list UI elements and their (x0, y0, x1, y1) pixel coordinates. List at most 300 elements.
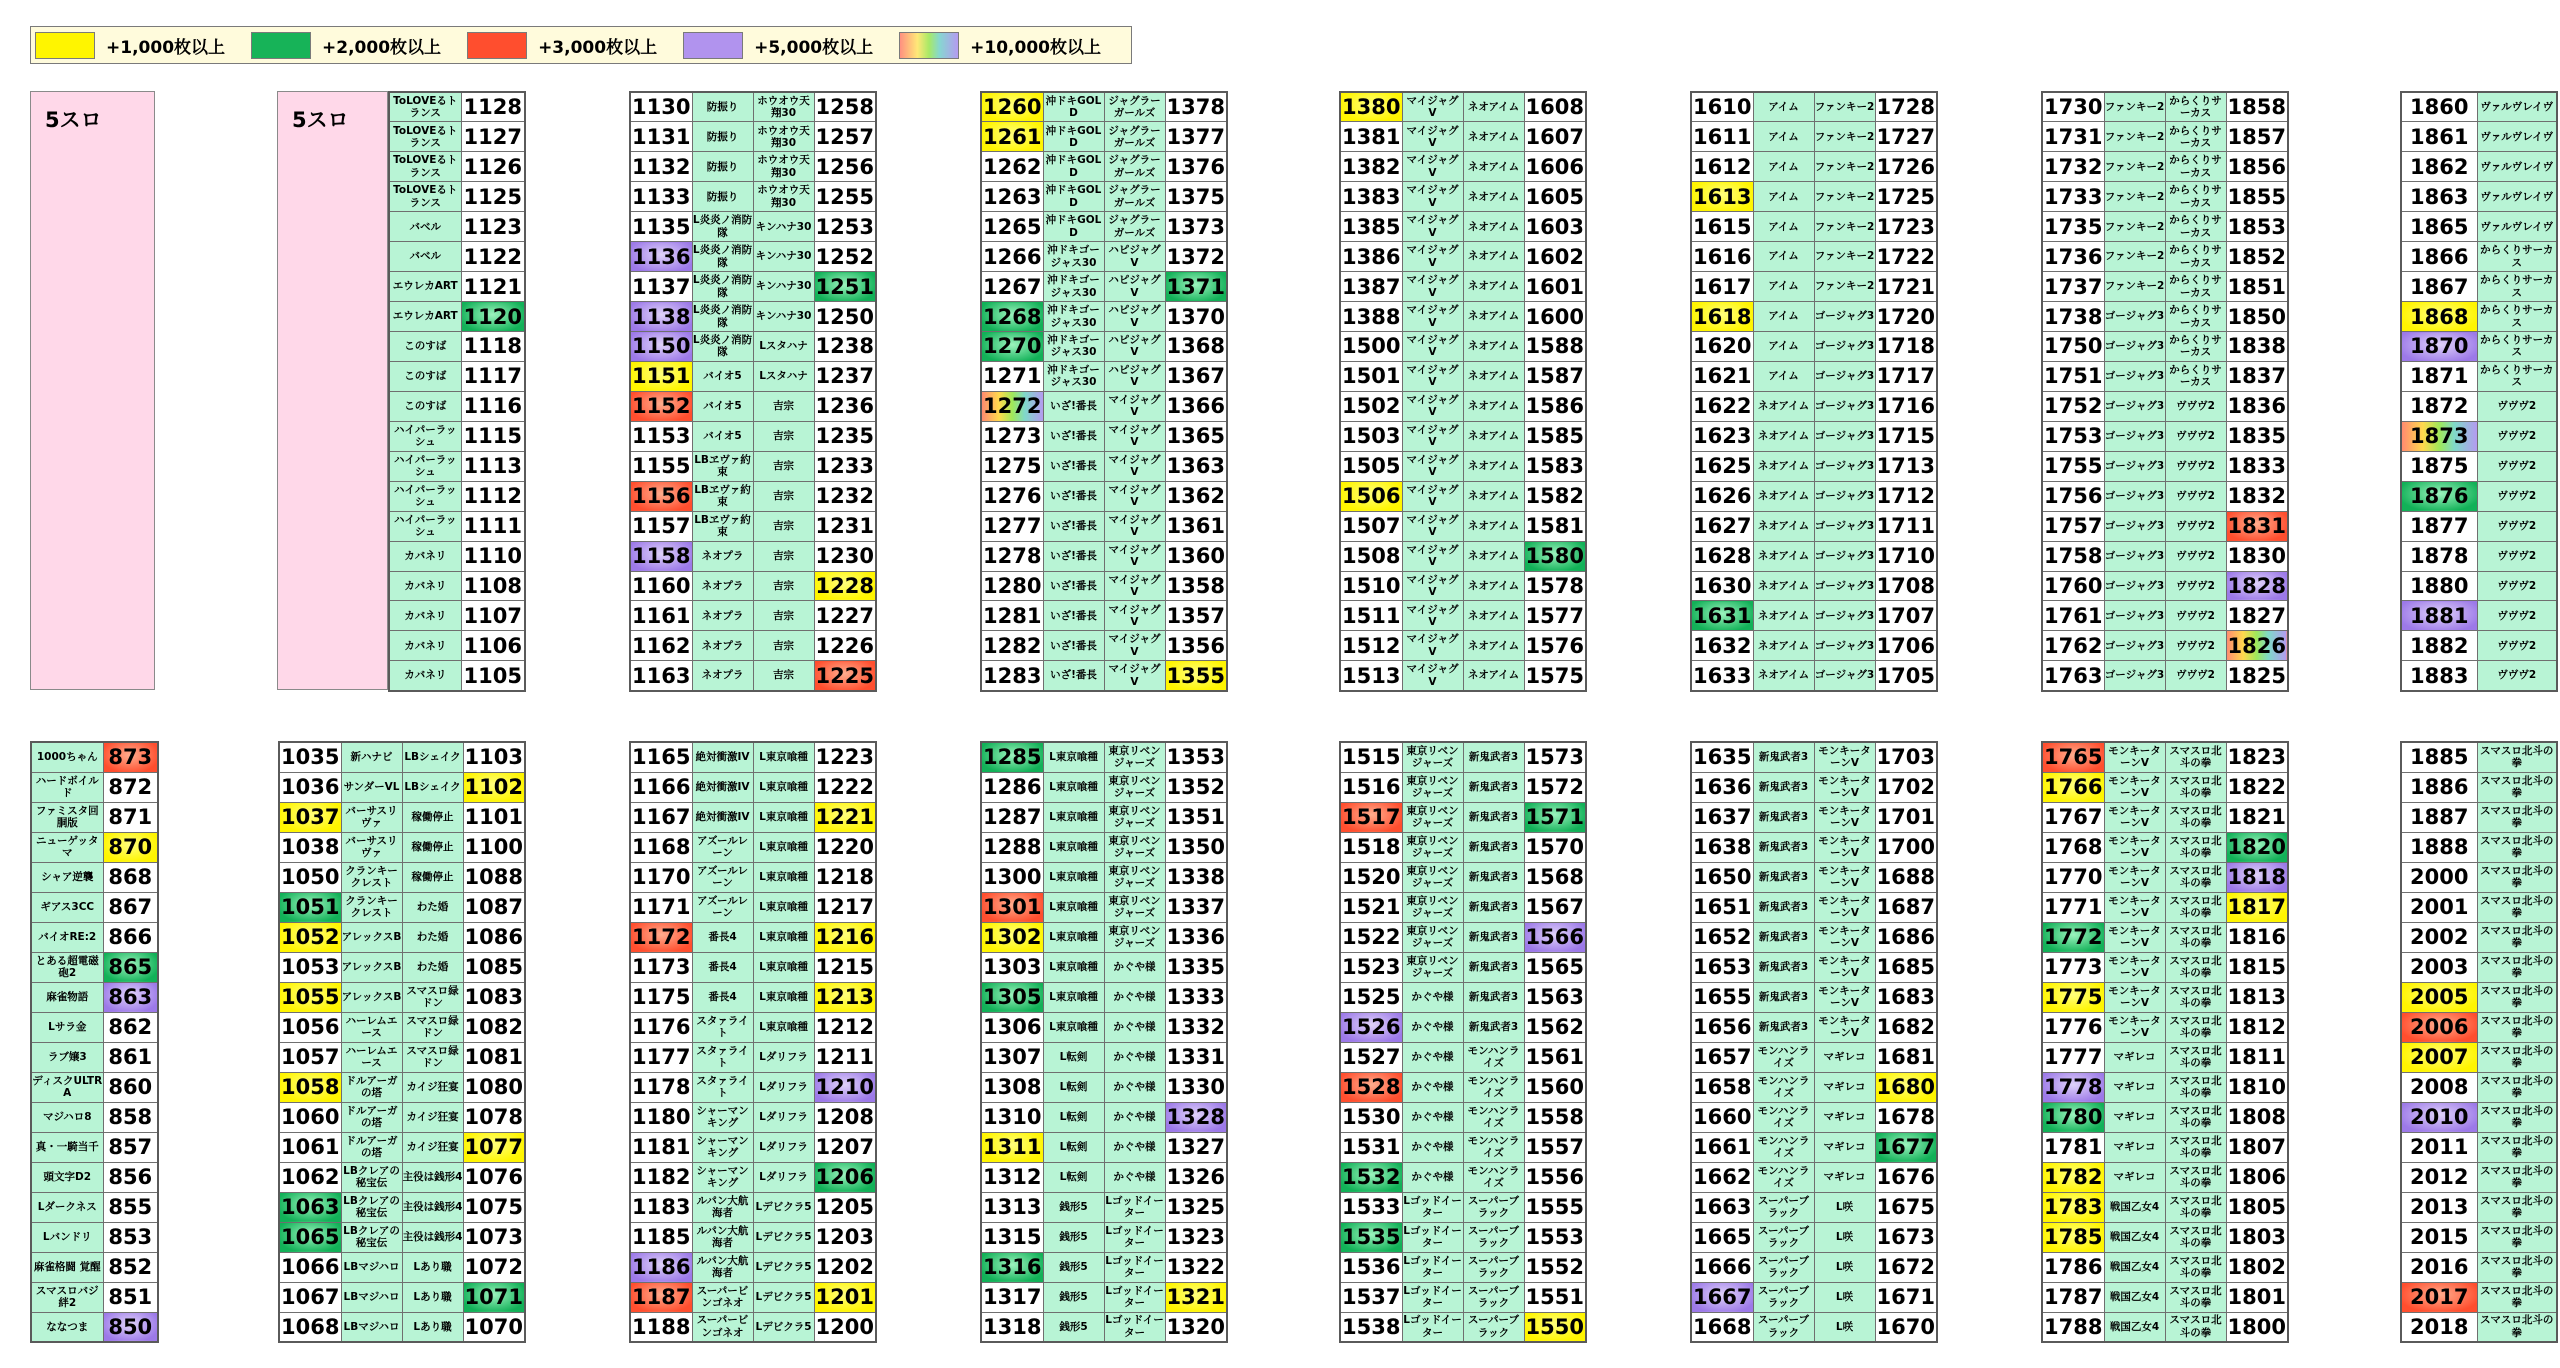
machine-number-cell[interactable]: 1527 (1340, 1042, 1402, 1072)
machine-number-cell[interactable]: 1206 (814, 1162, 876, 1192)
machine-number-cell[interactable]: 1352 (1165, 772, 1227, 802)
machine-number-cell[interactable]: 1581 (1524, 511, 1586, 541)
machine-number-cell[interactable]: 1052 (279, 922, 341, 952)
machine-number-cell[interactable]: 1850 (2226, 302, 2288, 332)
machine-number-cell[interactable]: 1821 (2226, 802, 2288, 832)
machine-number-cell[interactable]: 1777 (2042, 1042, 2104, 1072)
machine-number-cell[interactable]: 1685 (1875, 952, 1937, 982)
machine-number-cell[interactable]: 1708 (1875, 571, 1937, 601)
machine-number-cell[interactable]: 1505 (1340, 451, 1402, 481)
machine-number-cell[interactable]: 1728 (1875, 92, 1937, 122)
machine-number-cell[interactable]: 1272 (981, 391, 1043, 421)
machine-number-cell[interactable]: 1587 (1524, 361, 1586, 391)
machine-number-cell[interactable]: 1356 (1165, 631, 1227, 661)
machine-number-cell[interactable]: 1863 (2401, 182, 2477, 212)
machine-number-cell[interactable]: 1073 (463, 1222, 525, 1252)
machine-number-cell[interactable]: 1601 (1524, 272, 1586, 302)
machine-number-cell[interactable]: 1726 (1875, 152, 1937, 182)
machine-number-cell[interactable]: 1082 (463, 1012, 525, 1042)
machine-number-cell[interactable]: 1567 (1524, 892, 1586, 922)
machine-number-cell[interactable]: 1822 (2226, 772, 2288, 802)
machine-number-cell[interactable]: 1158 (630, 541, 692, 571)
machine-number-cell[interactable]: 1702 (1875, 772, 1937, 802)
machine-number-cell[interactable]: 1880 (2401, 571, 2477, 601)
machine-number-cell[interactable]: 1085 (463, 952, 525, 982)
machine-number-cell[interactable]: 1738 (2042, 302, 2104, 332)
machine-number-cell[interactable]: 1871 (2401, 361, 2477, 391)
machine-number-cell[interactable]: 1301 (981, 892, 1043, 922)
machine-number-cell[interactable]: 867 (103, 892, 158, 922)
machine-number-cell[interactable]: 1612 (1691, 152, 1753, 182)
machine-number-cell[interactable]: 1273 (981, 421, 1043, 451)
machine-number-cell[interactable]: 1872 (2401, 391, 2477, 421)
machine-number-cell[interactable]: 1615 (1691, 212, 1753, 242)
machine-number-cell[interactable]: 1175 (630, 982, 692, 1012)
machine-number-cell[interactable]: 1308 (981, 1072, 1043, 1102)
machine-number-cell[interactable]: 1562 (1524, 1012, 1586, 1042)
machine-number-cell[interactable]: 1711 (1875, 511, 1937, 541)
machine-number-cell[interactable]: 1672 (1875, 1252, 1937, 1282)
machine-number-cell[interactable]: 1358 (1165, 571, 1227, 601)
machine-number-cell[interactable]: 1513 (1340, 661, 1402, 691)
machine-number-cell[interactable]: 1307 (981, 1042, 1043, 1072)
machine-number-cell[interactable]: 2017 (2401, 1282, 2477, 1312)
machine-number-cell[interactable]: 1600 (1524, 302, 1586, 332)
machine-number-cell[interactable]: 1353 (1165, 742, 1227, 772)
machine-number-cell[interactable]: 1300 (981, 862, 1043, 892)
machine-number-cell[interactable]: 858 (103, 1102, 158, 1132)
machine-number-cell[interactable]: 1132 (630, 152, 692, 182)
machine-number-cell[interactable]: 855 (103, 1192, 158, 1222)
machine-number-cell[interactable]: 1226 (814, 631, 876, 661)
machine-number-cell[interactable]: 1670 (1875, 1312, 1937, 1342)
machine-number-cell[interactable]: 1653 (1691, 952, 1753, 982)
machine-number-cell[interactable]: 1133 (630, 182, 692, 212)
machine-number-cell[interactable]: 1388 (1340, 302, 1402, 332)
machine-number-cell[interactable]: 1837 (2226, 361, 2288, 391)
machine-number-cell[interactable]: 1715 (1875, 421, 1937, 451)
machine-number-cell[interactable]: 1635 (1691, 742, 1753, 772)
machine-number-cell[interactable]: 1086 (463, 922, 525, 952)
machine-number-cell[interactable]: 1720 (1875, 302, 1937, 332)
machine-number-cell[interactable]: 1551 (1524, 1282, 1586, 1312)
machine-number-cell[interactable]: 1856 (2226, 152, 2288, 182)
machine-number-cell[interactable]: 1816 (2226, 922, 2288, 952)
machine-number-cell[interactable]: 860 (103, 1072, 158, 1102)
machine-number-cell[interactable]: 1830 (2226, 541, 2288, 571)
machine-number-cell[interactable]: 1552 (1524, 1252, 1586, 1282)
machine-number-cell[interactable]: 1618 (1691, 302, 1753, 332)
machine-number-cell[interactable]: 2000 (2401, 862, 2477, 892)
machine-number-cell[interactable]: 1771 (2042, 892, 2104, 922)
machine-number-cell[interactable]: 1866 (2401, 242, 2477, 272)
machine-number-cell[interactable]: 1626 (1691, 481, 1753, 511)
machine-number-cell[interactable]: 1203 (814, 1222, 876, 1252)
machine-number-cell[interactable]: 1556 (1524, 1162, 1586, 1192)
machine-number-cell[interactable]: 1613 (1691, 182, 1753, 212)
machine-number-cell[interactable]: 1183 (630, 1192, 692, 1222)
machine-number-cell[interactable]: 1275 (981, 451, 1043, 481)
machine-number-cell[interactable]: 1515 (1340, 742, 1402, 772)
machine-number-cell[interactable]: 1831 (2226, 511, 2288, 541)
machine-number-cell[interactable]: 1530 (1340, 1102, 1402, 1132)
machine-number-cell[interactable]: 1858 (2226, 92, 2288, 122)
machine-number-cell[interactable]: 1130 (630, 92, 692, 122)
machine-number-cell[interactable]: 1661 (1691, 1132, 1753, 1162)
machine-number-cell[interactable]: 1522 (1340, 922, 1402, 952)
machine-number-cell[interactable]: 2013 (2401, 1192, 2477, 1222)
machine-number-cell[interactable]: 1526 (1340, 1012, 1402, 1042)
machine-number-cell[interactable]: 1682 (1875, 1012, 1937, 1042)
machine-number-cell[interactable]: 1212 (814, 1012, 876, 1042)
machine-number-cell[interactable]: 1068 (279, 1312, 341, 1342)
machine-number-cell[interactable]: 1877 (2401, 511, 2477, 541)
machine-number-cell[interactable]: 1588 (1524, 332, 1586, 362)
machine-number-cell[interactable]: 1131 (630, 122, 692, 152)
machine-number-cell[interactable]: 1755 (2042, 451, 2104, 481)
machine-number-cell[interactable]: 1631 (1691, 601, 1753, 631)
machine-number-cell[interactable]: 1355 (1165, 661, 1227, 691)
machine-number-cell[interactable]: 1283 (981, 661, 1043, 691)
machine-number-cell[interactable]: 1163 (630, 661, 692, 691)
machine-number-cell[interactable]: 1338 (1165, 862, 1227, 892)
machine-number-cell[interactable]: 1303 (981, 952, 1043, 982)
machine-number-cell[interactable]: 1326 (1165, 1162, 1227, 1192)
machine-number-cell[interactable]: 1585 (1524, 421, 1586, 451)
machine-number-cell[interactable]: 1628 (1691, 541, 1753, 571)
machine-number-cell[interactable]: 1687 (1875, 892, 1937, 922)
machine-number-cell[interactable]: 1868 (2401, 302, 2477, 332)
machine-number-cell[interactable]: 1266 (981, 242, 1043, 272)
machine-number-cell[interactable]: 1761 (2042, 601, 2104, 631)
machine-number-cell[interactable]: 1317 (981, 1282, 1043, 1312)
machine-number-cell[interactable]: 1280 (981, 571, 1043, 601)
machine-number-cell[interactable]: 1126 (461, 152, 525, 182)
machine-number-cell[interactable]: 1088 (463, 862, 525, 892)
machine-number-cell[interactable]: 1116 (461, 391, 525, 421)
machine-number-cell[interactable]: 1780 (2042, 1102, 2104, 1132)
machine-number-cell[interactable]: 1267 (981, 272, 1043, 302)
machine-number-cell[interactable]: 1622 (1691, 391, 1753, 421)
machine-number-cell[interactable]: 1735 (2042, 212, 2104, 242)
machine-number-cell[interactable]: 1608 (1524, 92, 1586, 122)
machine-number-cell[interactable]: 1565 (1524, 952, 1586, 982)
machine-number-cell[interactable]: 1665 (1691, 1222, 1753, 1252)
machine-number-cell[interactable]: 1878 (2401, 541, 2477, 571)
machine-number-cell[interactable]: 1532 (1340, 1162, 1402, 1192)
machine-number-cell[interactable]: 1533 (1340, 1192, 1402, 1222)
machine-number-cell[interactable]: 1370 (1165, 302, 1227, 332)
machine-number-cell[interactable]: 1375 (1165, 182, 1227, 212)
machine-number-cell[interactable]: 1162 (630, 631, 692, 661)
machine-number-cell[interactable]: 1770 (2042, 862, 2104, 892)
machine-number-cell[interactable]: 2006 (2401, 1012, 2477, 1042)
machine-number-cell[interactable]: 870 (103, 832, 158, 862)
machine-number-cell[interactable]: 1070 (463, 1312, 525, 1342)
machine-number-cell[interactable]: 1827 (2226, 601, 2288, 631)
machine-number-cell[interactable]: 1315 (981, 1222, 1043, 1252)
machine-number-cell[interactable]: 1066 (279, 1252, 341, 1282)
machine-number-cell[interactable]: 1750 (2042, 332, 2104, 362)
machine-number-cell[interactable]: 1617 (1691, 272, 1753, 302)
machine-number-cell[interactable]: 1083 (463, 982, 525, 1012)
machine-number-cell[interactable]: 1311 (981, 1132, 1043, 1162)
machine-number-cell[interactable]: 1186 (630, 1252, 692, 1282)
machine-number-cell[interactable]: 2016 (2401, 1252, 2477, 1282)
machine-number-cell[interactable]: 1763 (2042, 661, 2104, 691)
machine-number-cell[interactable]: 1700 (1875, 832, 1937, 862)
machine-number-cell[interactable]: 1808 (2226, 1102, 2288, 1132)
machine-number-cell[interactable]: 1751 (2042, 361, 2104, 391)
machine-number-cell[interactable]: 1611 (1691, 122, 1753, 152)
machine-number-cell[interactable]: 1365 (1165, 421, 1227, 451)
machine-number-cell[interactable]: 1325 (1165, 1192, 1227, 1222)
machine-number-cell[interactable]: 1260 (981, 92, 1043, 122)
machine-number-cell[interactable]: 1783 (2042, 1192, 2104, 1222)
machine-number-cell[interactable]: 1752 (2042, 391, 2104, 421)
machine-number-cell[interactable]: 861 (103, 1042, 158, 1072)
machine-number-cell[interactable]: 873 (103, 742, 158, 772)
machine-number-cell[interactable]: 1087 (463, 892, 525, 922)
machine-number-cell[interactable]: 1766 (2042, 772, 2104, 802)
machine-number-cell[interactable]: 1060 (279, 1102, 341, 1132)
machine-number-cell[interactable]: 1817 (2226, 892, 2288, 922)
machine-number-cell[interactable]: 851 (103, 1282, 158, 1312)
machine-number-cell[interactable]: 2012 (2401, 1162, 2477, 1192)
machine-number-cell[interactable]: 1507 (1340, 511, 1402, 541)
machine-number-cell[interactable]: 1211 (814, 1042, 876, 1072)
machine-number-cell[interactable]: 1707 (1875, 601, 1937, 631)
machine-number-cell[interactable]: 1213 (814, 982, 876, 1012)
machine-number-cell[interactable]: 1775 (2042, 982, 2104, 1012)
machine-number-cell[interactable]: 1137 (630, 272, 692, 302)
machine-number-cell[interactable]: 1568 (1524, 862, 1586, 892)
machine-number-cell[interactable]: 1330 (1165, 1072, 1227, 1102)
machine-number-cell[interactable]: 1528 (1340, 1072, 1402, 1102)
machine-number-cell[interactable]: 1122 (461, 242, 525, 272)
machine-number-cell[interactable]: 1256 (814, 152, 876, 182)
machine-number-cell[interactable]: 1633 (1691, 661, 1753, 691)
machine-number-cell[interactable]: 1583 (1524, 451, 1586, 481)
machine-number-cell[interactable]: 2011 (2401, 1132, 2477, 1162)
machine-number-cell[interactable]: 1271 (981, 361, 1043, 391)
machine-number-cell[interactable]: 1786 (2042, 1252, 2104, 1282)
machine-number-cell[interactable]: 1826 (2226, 631, 2288, 661)
machine-number-cell[interactable]: 1710 (1875, 541, 1937, 571)
machine-number-cell[interactable]: 1178 (630, 1072, 692, 1102)
machine-number-cell[interactable]: 1860 (2401, 92, 2477, 122)
machine-number-cell[interactable]: 1281 (981, 601, 1043, 631)
machine-number-cell[interactable]: 1625 (1691, 451, 1753, 481)
machine-number-cell[interactable]: 1602 (1524, 242, 1586, 272)
machine-number-cell[interactable]: 1712 (1875, 481, 1937, 511)
machine-number-cell[interactable]: 1216 (814, 922, 876, 952)
machine-number-cell[interactable]: 1683 (1875, 982, 1937, 1012)
machine-number-cell[interactable]: 1051 (279, 892, 341, 922)
machine-number-cell[interactable]: 1732 (2042, 152, 2104, 182)
machine-number-cell[interactable]: 1287 (981, 802, 1043, 832)
machine-number-cell[interactable]: 1155 (630, 451, 692, 481)
machine-number-cell[interactable]: 1823 (2226, 742, 2288, 772)
machine-number-cell[interactable]: 1838 (2226, 332, 2288, 362)
machine-number-cell[interactable]: 1873 (2401, 421, 2477, 451)
machine-number-cell[interactable]: 2018 (2401, 1312, 2477, 1342)
machine-number-cell[interactable]: 1167 (630, 802, 692, 832)
machine-number-cell[interactable]: 1225 (814, 661, 876, 691)
machine-number-cell[interactable]: 1168 (630, 832, 692, 862)
machine-number-cell[interactable]: 1207 (814, 1132, 876, 1162)
machine-number-cell[interactable]: 1110 (461, 541, 525, 571)
machine-number-cell[interactable]: 1230 (814, 541, 876, 571)
machine-number-cell[interactable]: 1336 (1165, 922, 1227, 952)
machine-number-cell[interactable]: 1302 (981, 922, 1043, 952)
machine-number-cell[interactable]: 1357 (1165, 601, 1227, 631)
machine-number-cell[interactable]: 1828 (2226, 571, 2288, 601)
machine-number-cell[interactable]: 863 (103, 982, 158, 1012)
machine-number-cell[interactable]: 1173 (630, 952, 692, 982)
machine-number-cell[interactable]: 1885 (2401, 742, 2477, 772)
machine-number-cell[interactable]: 1756 (2042, 481, 2104, 511)
machine-number-cell[interactable]: 850 (103, 1312, 158, 1342)
machine-number-cell[interactable]: 1128 (461, 92, 525, 122)
machine-number-cell[interactable]: 1767 (2042, 802, 2104, 832)
machine-number-cell[interactable]: 1870 (2401, 332, 2477, 362)
machine-number-cell[interactable]: 1627 (1691, 511, 1753, 541)
machine-number-cell[interactable]: 1651 (1691, 892, 1753, 922)
machine-number-cell[interactable]: 1332 (1165, 1012, 1227, 1042)
machine-number-cell[interactable]: 1536 (1340, 1252, 1402, 1282)
machine-number-cell[interactable]: 1807 (2226, 1132, 2288, 1162)
machine-number-cell[interactable]: 1800 (2226, 1312, 2288, 1342)
machine-number-cell[interactable]: 1561 (1524, 1042, 1586, 1072)
machine-number-cell[interactable]: 1867 (2401, 272, 2477, 302)
machine-number-cell[interactable]: 1112 (461, 481, 525, 511)
machine-number-cell[interactable]: 1538 (1340, 1312, 1402, 1342)
machine-number-cell[interactable]: 1666 (1691, 1252, 1753, 1282)
machine-number-cell[interactable]: 1250 (814, 302, 876, 332)
machine-number-cell[interactable]: 1185 (630, 1222, 692, 1252)
machine-number-cell[interactable]: 1165 (630, 742, 692, 772)
machine-number-cell[interactable]: 1371 (1165, 272, 1227, 302)
machine-number-cell[interactable]: 1182 (630, 1162, 692, 1192)
machine-number-cell[interactable]: 1067 (279, 1282, 341, 1312)
machine-number-cell[interactable]: 1652 (1691, 922, 1753, 952)
machine-number-cell[interactable]: 1238 (814, 332, 876, 362)
machine-number-cell[interactable]: 1056 (279, 1012, 341, 1042)
machine-number-cell[interactable]: 1716 (1875, 391, 1937, 421)
machine-number-cell[interactable]: 1350 (1165, 832, 1227, 862)
machine-number-cell[interactable]: 1502 (1340, 391, 1402, 421)
machine-number-cell[interactable]: 1221 (814, 802, 876, 832)
machine-number-cell[interactable]: 1360 (1165, 541, 1227, 571)
machine-number-cell[interactable]: 1501 (1340, 361, 1402, 391)
machine-number-cell[interactable]: 1382 (1340, 152, 1402, 182)
machine-number-cell[interactable]: 1061 (279, 1132, 341, 1162)
machine-number-cell[interactable]: 1773 (2042, 952, 2104, 982)
machine-number-cell[interactable]: 1217 (814, 892, 876, 922)
machine-number-cell[interactable]: 1327 (1165, 1132, 1227, 1162)
machine-number-cell[interactable]: 1075 (463, 1192, 525, 1222)
machine-number-cell[interactable]: 1688 (1875, 862, 1937, 892)
machine-number-cell[interactable]: 1335 (1165, 952, 1227, 982)
machine-number-cell[interactable]: 1257 (814, 122, 876, 152)
machine-number-cell[interactable]: 1557 (1524, 1132, 1586, 1162)
machine-number-cell[interactable]: 1262 (981, 152, 1043, 182)
machine-number-cell[interactable]: 1255 (814, 182, 876, 212)
machine-number-cell[interactable]: 1725 (1875, 182, 1937, 212)
machine-number-cell[interactable]: 1223 (814, 742, 876, 772)
machine-number-cell[interactable]: 1268 (981, 302, 1043, 332)
machine-number-cell[interactable]: 1235 (814, 421, 876, 451)
machine-number-cell[interactable]: 1108 (461, 571, 525, 601)
machine-number-cell[interactable]: 1517 (1340, 802, 1402, 832)
machine-number-cell[interactable]: 1508 (1340, 541, 1402, 571)
machine-number-cell[interactable]: 1053 (279, 952, 341, 982)
machine-number-cell[interactable]: 1172 (630, 922, 692, 952)
machine-number-cell[interactable]: 1637 (1691, 802, 1753, 832)
machine-number-cell[interactable]: 865 (103, 952, 158, 982)
machine-number-cell[interactable]: 1127 (461, 122, 525, 152)
machine-number-cell[interactable]: 1803 (2226, 1222, 2288, 1252)
machine-number-cell[interactable]: 1200 (814, 1312, 876, 1342)
machine-number-cell[interactable]: 1180 (630, 1102, 692, 1132)
machine-number-cell[interactable]: 1107 (461, 601, 525, 631)
machine-number-cell[interactable]: 1103 (463, 742, 525, 772)
machine-number-cell[interactable]: 871 (103, 802, 158, 832)
machine-number-cell[interactable]: 1883 (2401, 661, 2477, 691)
machine-number-cell[interactable]: 1320 (1165, 1312, 1227, 1342)
machine-number-cell[interactable]: 2002 (2401, 922, 2477, 952)
machine-number-cell[interactable]: 1310 (981, 1102, 1043, 1132)
machine-number-cell[interactable]: 1383 (1340, 182, 1402, 212)
machine-number-cell[interactable]: 1638 (1691, 832, 1753, 862)
machine-number-cell[interactable]: 1171 (630, 892, 692, 922)
machine-number-cell[interactable]: 1852 (2226, 242, 2288, 272)
machine-number-cell[interactable]: 1136 (630, 242, 692, 272)
machine-number-cell[interactable]: 1380 (1340, 92, 1402, 122)
machine-number-cell[interactable]: 1076 (463, 1162, 525, 1192)
machine-number-cell[interactable]: 1722 (1875, 242, 1937, 272)
machine-number-cell[interactable]: 1762 (2042, 631, 2104, 661)
machine-number-cell[interactable]: 1150 (630, 332, 692, 362)
machine-number-cell[interactable]: 1760 (2042, 571, 2104, 601)
machine-number-cell[interactable]: 1503 (1340, 421, 1402, 451)
machine-number-cell[interactable]: 1351 (1165, 802, 1227, 832)
machine-number-cell[interactable]: 1620 (1691, 332, 1753, 362)
machine-number-cell[interactable]: 1680 (1875, 1072, 1937, 1102)
machine-number-cell[interactable]: 1177 (630, 1042, 692, 1072)
machine-number-cell[interactable]: 1658 (1691, 1072, 1753, 1102)
machine-number-cell[interactable]: 1671 (1875, 1282, 1937, 1312)
machine-number-cell[interactable]: 1758 (2042, 541, 2104, 571)
machine-number-cell[interactable]: 1678 (1875, 1102, 1937, 1132)
machine-number-cell[interactable]: 1833 (2226, 451, 2288, 481)
machine-number-cell[interactable]: 1667 (1691, 1282, 1753, 1312)
machine-number-cell[interactable]: 1660 (1691, 1102, 1753, 1132)
machine-number-cell[interactable]: 1706 (1875, 631, 1937, 661)
machine-number-cell[interactable]: 1227 (814, 601, 876, 631)
machine-number-cell[interactable]: 1563 (1524, 982, 1586, 1012)
machine-number-cell[interactable]: 1157 (630, 511, 692, 541)
machine-number-cell[interactable]: 1673 (1875, 1222, 1937, 1252)
machine-number-cell[interactable]: 1038 (279, 832, 341, 862)
machine-number-cell[interactable]: 1518 (1340, 832, 1402, 862)
machine-number-cell[interactable]: 1705 (1875, 661, 1937, 691)
machine-number-cell[interactable]: 1373 (1165, 212, 1227, 242)
machine-number-cell[interactable]: 1210 (814, 1072, 876, 1102)
machine-number-cell[interactable]: 1170 (630, 862, 692, 892)
machine-number-cell[interactable]: 1718 (1875, 332, 1937, 362)
